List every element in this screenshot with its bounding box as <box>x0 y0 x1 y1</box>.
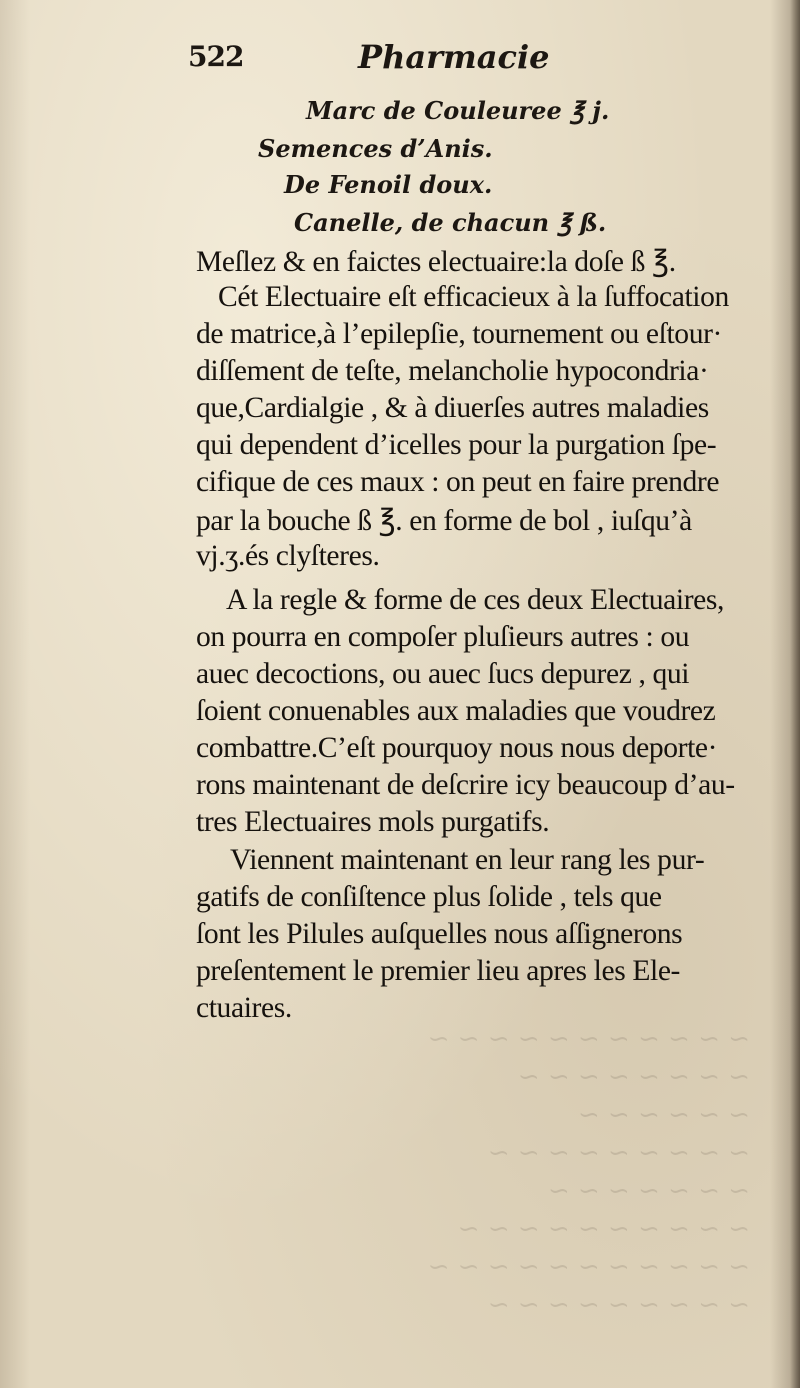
text-line: ctuaires. <box>196 992 292 1024</box>
text-line: que,Cardialgie , & à diuerſes autres maladies <box>196 392 709 424</box>
text-line: auec decoctions, ou auec ſucs depurez , qui <box>196 658 690 690</box>
text-line: Cét Electuaire eſt efficacieux à la ſuffocation <box>218 281 729 313</box>
text-line: qui dependent d’icelles pour la purgation ſpe- <box>196 429 717 461</box>
page-edge-shadow <box>790 0 800 1388</box>
text-line: diſſement de teſte, melancholie hypocondria· <box>196 355 709 387</box>
text-line: gatifs de conſiſtence plus ſolide , tels que <box>196 881 662 913</box>
text-line: par la bouche ß ℥. en forme de bol , iuſqu’à <box>196 505 692 537</box>
text-line: on pourra en compoſer pluſieurs autres : ou <box>196 621 690 653</box>
text-line: preſentement le premier lieu apres les Ele- <box>196 955 681 987</box>
text-line: de matrice,à l’epilepſie, tournement ou eſtour· <box>196 318 722 350</box>
recipe-line: Marc de Couleuree ℥ j. <box>306 96 610 125</box>
text-line: ſoient conuenables aux maladies que voudrez <box>196 695 716 727</box>
text-line: cifique de ces maux : on peut en faire prendre <box>196 466 720 498</box>
text-line: rons maintenant de deſcrire icy beaucoup d’au- <box>196 769 735 801</box>
text-line: Viennent maintenant en leur rang les pur- <box>230 844 705 876</box>
recipe-line: Semences d’Anis. <box>258 134 493 163</box>
text-line: vj.ʒ.és clyſteres. <box>196 540 380 572</box>
text-line: Meſlez & en faictes electuaire:la doſe ß ℥. <box>196 246 676 278</box>
text-line: tres Electuaires mols purgatifs. <box>196 806 550 838</box>
show-through-text: ~ ~ ~ ~ ~ ~ ~ ~ ~ ~ ~ ~ ~ ~ ~ ~ ~ ~ ~ ~ ~ ~ ~ ~ ~ ~ ~ ~ ~ ~ ~ ~ ~ ~ ~ ~ ~ ~ ~ ~ ~ ~ ~ ~ ~ ~ ~ ~ ~ ~ ~ ~ ~ ~ ~ ~ ~ ~ ~ ~ ~ ~ ~ ~ ~ ~ ~ ~ ~ ~ ~ <box>427 1024 750 1320</box>
recipe-line: Canelle, de chacun ℥ ß. <box>294 208 607 237</box>
text-line: combattre.C’eſt pourquoy nous nous deporte· <box>196 732 718 764</box>
text-line: ſont les Pilules auſquelles nous aſſignerons <box>196 918 683 950</box>
running-title: Pharmacie <box>358 38 550 76</box>
text-line: A la regle & forme de ces deux Electuaires, <box>226 584 725 616</box>
page-header <box>188 40 608 90</box>
recipe-line: De Fenoil doux. <box>284 170 493 199</box>
page-number: 522 <box>188 40 244 73</box>
